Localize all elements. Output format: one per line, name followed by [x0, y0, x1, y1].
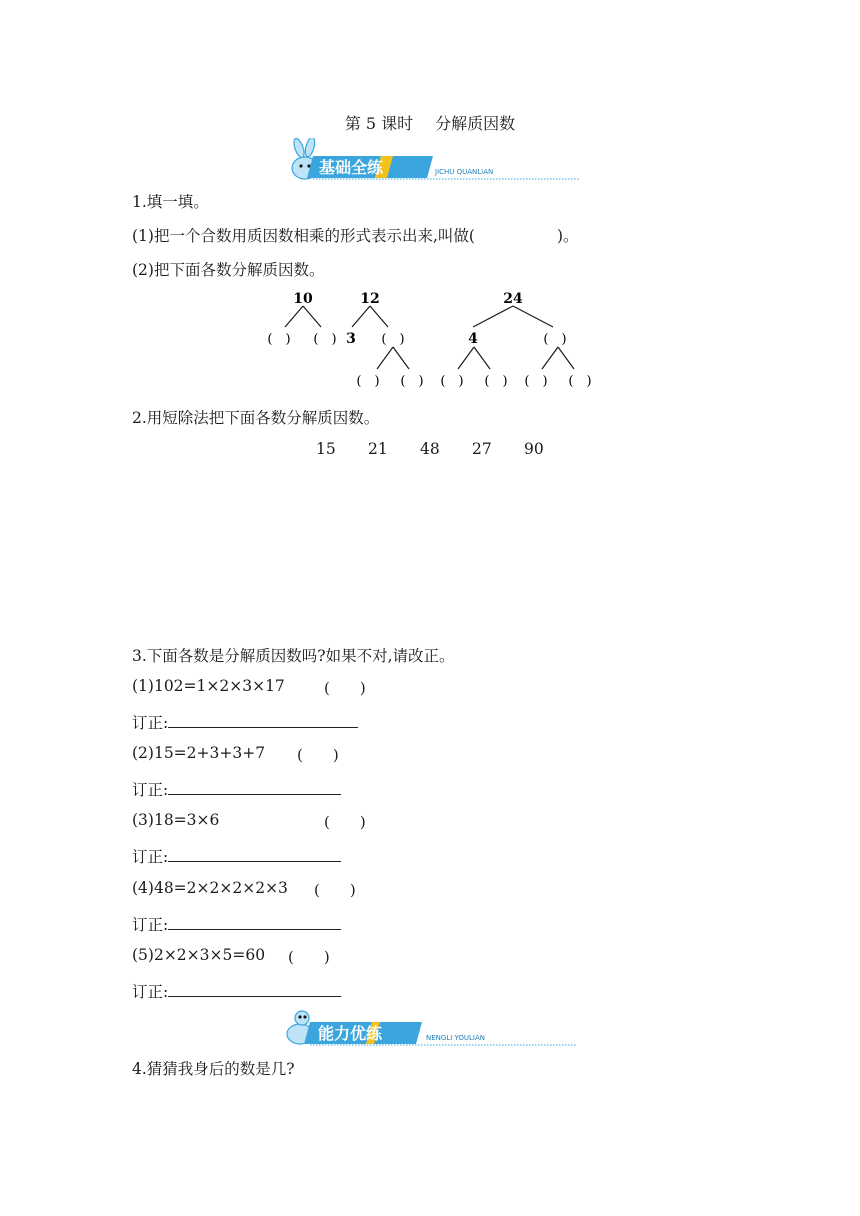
- judge-paren[interactable]: ( ): [324, 679, 366, 697]
- question-1-sub1: (1)把一个合数用质因数相乘的形式表示出来,叫做( )。: [132, 227, 579, 245]
- question-3-heading: 3.下面各数是分解质因数吗?如果不对,请改正。: [132, 647, 455, 665]
- fix-line[interactable]: [168, 713, 358, 728]
- tree-blank: ( ): [484, 374, 508, 389]
- question-1-sub2: (2)把下面各数分解质因数。: [132, 261, 325, 279]
- lesson-number: 第 5 课时: [344, 114, 414, 133]
- banner-ability-sub: NENGLI YOULIAN: [426, 1034, 486, 1042]
- q3-fix-4: 订正:: [132, 913, 341, 935]
- tree-blank: ( ): [381, 332, 405, 347]
- q2-number: 90: [524, 440, 544, 458]
- tree-blank: ( ): [440, 374, 464, 389]
- question-2-heading: 2.用短除法把下面各数分解质因数。: [132, 409, 380, 427]
- q2-number: 15: [316, 440, 336, 458]
- question-1-heading: 1.填一填。: [132, 193, 209, 211]
- judge-paren[interactable]: ( ): [288, 948, 330, 966]
- fix-line[interactable]: [168, 915, 341, 930]
- factor-trees: [0, 285, 860, 395]
- banner-ability-text: 能力优练: [318, 1024, 383, 1043]
- fix-line[interactable]: [168, 780, 341, 795]
- tree-blank: ( ): [400, 374, 424, 389]
- tree-blank: ( ): [267, 332, 291, 347]
- tree-root-12: 12: [360, 291, 380, 307]
- tree-blank: ( ): [543, 332, 567, 347]
- tree-given-3: 3: [346, 331, 356, 347]
- q3-fix-2: 订正:: [132, 778, 341, 800]
- q3-fix-5: 订正:: [132, 980, 341, 1002]
- tree-given-4: 4: [468, 331, 478, 347]
- q3-item-4: (4)48=2×2×2×2×3: [132, 879, 288, 897]
- section-banner-ability: [280, 1004, 580, 1050]
- q2-number: 21: [368, 440, 388, 458]
- tree-root-24: 24: [503, 291, 523, 307]
- q3-item-2: (2)15=2+3+3+7: [132, 744, 266, 762]
- tree-blank: ( ): [313, 332, 337, 347]
- fix-line[interactable]: [168, 982, 341, 997]
- tree-blank: ( ): [568, 374, 592, 389]
- section-banner-basic: [283, 138, 583, 184]
- tree-blank: ( ): [524, 374, 548, 389]
- banner-basic-text: 基础全练: [319, 158, 384, 177]
- q2-number: 27: [472, 440, 492, 458]
- banner-basic-sub: JICHU QUANLIAN: [435, 168, 494, 176]
- q3-fix-1: 订正:: [132, 711, 358, 733]
- q2-number: 48: [420, 440, 440, 458]
- tree-root-10: 10: [293, 291, 313, 307]
- q3-item-3: (3)18=3×6: [132, 811, 220, 829]
- judge-paren[interactable]: ( ): [324, 813, 366, 831]
- judge-paren[interactable]: ( ): [297, 746, 339, 764]
- lesson-topic: 分解质因数: [435, 114, 516, 133]
- q3-item-1: (1)102=1×2×3×17: [132, 677, 285, 695]
- q3-fix-3: 订正:: [132, 845, 341, 867]
- lesson-title: [0, 111, 860, 134]
- fix-line[interactable]: [168, 847, 341, 862]
- tree-blank: ( ): [356, 374, 380, 389]
- q3-item-5: (5)2×2×3×5=60: [132, 946, 266, 964]
- judge-paren[interactable]: ( ): [314, 881, 356, 899]
- question-4-heading: 4.猜猜我身后的数是几?: [132, 1060, 295, 1078]
